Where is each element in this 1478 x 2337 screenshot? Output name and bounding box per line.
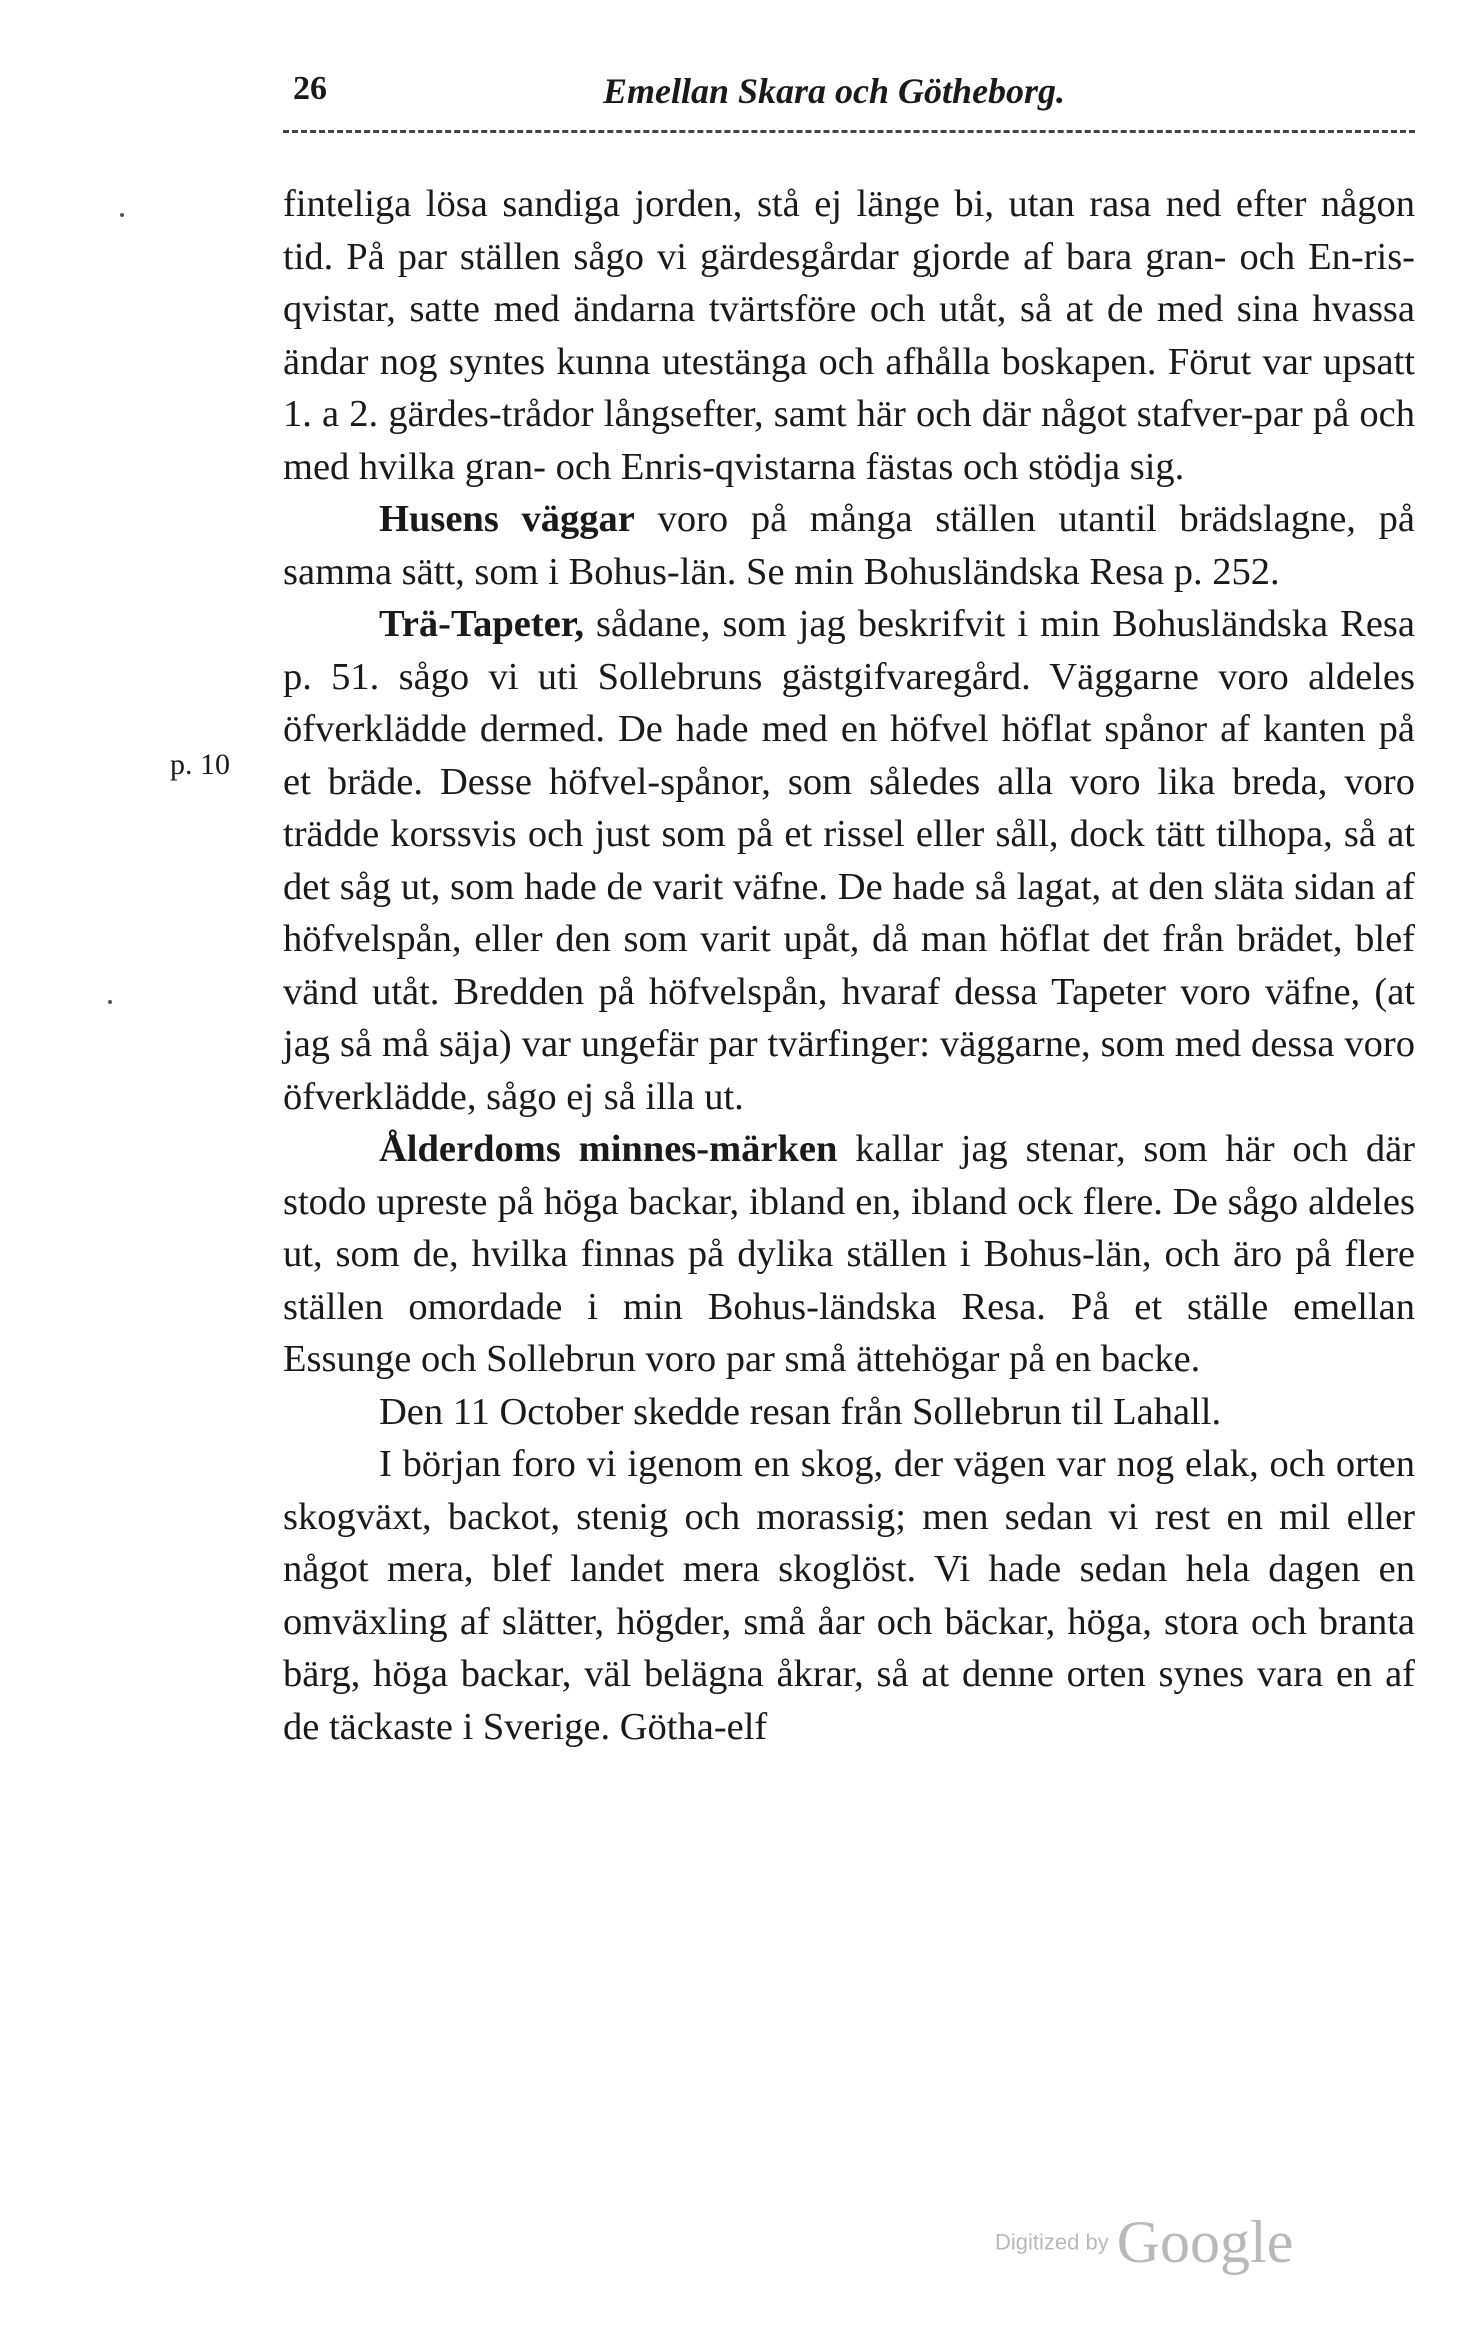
paragraph xyxy=(283,598,1415,1123)
paragraph-text: sådane, som jag beskrifvit i min Bohusländska Resa p. 51. sågo vi uti Sollebruns gästgifvaregård. Väggarne voro aldeles öfverklädde dermed. De hade med en höfvel höflat spånor af kanten på et bräde. Desse höfvel-spånor, som således alla voro lika breda, voro trädde korssvis och just som på et rissel eller såll, dock tätt tilhopa, så at det såg ut, som hade de varit väfne. De hade så lagat, at den släta sidan af höfvelspån, eller den som varit upåt, då man höflat det från brädet, blef vänd utåt. Bredden på höfvelspån, hvaraf dessa Tapeter voro väfne, (at jag så må säja) var ungefär par tvärfinger: väggarne, som med dessa voro öfverklädde, sågo ej så illa ut. xyxy=(283,603,1415,1118)
running-title: Emellan Skara och Götheborg. xyxy=(603,71,1066,111)
page-header xyxy=(283,70,1415,140)
paragraph-heading: Husens väggar xyxy=(379,498,635,540)
paragraph-text: kallar jag stenar, som här och där stodo upreste på höga backar, ibland en, ibland ock flere. De sågo aldeles ut, som de, hvilka finnas på dylika ställen i Bohus-län, och äro på flere ställen omordade i min Bohus-ländska Resa. På et ställe emellan Essunge och Sollebrun voro par små ättehögar på en backe. xyxy=(283,1128,1415,1380)
paragraph-text: Den 11 October skedde resan från Sollebrun til Lahall. xyxy=(379,1390,1222,1433)
stray-mark xyxy=(108,1000,112,1004)
body-text xyxy=(283,178,1415,1753)
page-number: 26 xyxy=(293,70,327,107)
google-logo: Google xyxy=(1116,2209,1294,2275)
paragraph xyxy=(283,1438,1415,1753)
paragraph-heading: Ålderdoms minnes-märken xyxy=(379,1128,838,1170)
paragraph xyxy=(283,178,1415,493)
stray-mark xyxy=(120,213,124,217)
digitized-watermark xyxy=(995,2208,1293,2277)
paragraph xyxy=(283,1123,1415,1386)
paragraph-text: finteliga lösa sandiga jorden, stå ej länge bi, utan rasa ned efter någon tid. På par ställen sågo vi gärdesgårdar gjorde af bara gran- och En-ris-qvistar, satte med ändarna tvärtsföre och utåt, så at de med sina hvassa ändar nog syntes kunna utestänga och afhålla boskapen. Förut var upsatt 1. a 2. gärdes-trådor långsefter, samt här och där något stafver-par på och med hvilka gran- och Enris-qvistarna fästas och stödja sig. xyxy=(283,183,1415,488)
paragraph-text: I början foro vi igenom en skog, der vägen var nog elak, och orten skogväxt, backot, stenig och morassig; men sedan vi rest en mil eller något mera, blef landet mera skoglöst. Vi hade sedan hela dagen en omväxling af slätter, högder, små åar och bäckar, höga, stora och branta bärg, höga backar, väl belägna åkrar, så at denne orten synes vara en af de täckaste i Sverige. Götha-elf xyxy=(283,1443,1415,1748)
header-rule xyxy=(283,130,1415,133)
paragraph xyxy=(283,1386,1415,1439)
paragraph xyxy=(283,493,1415,598)
paragraph-text: voro på många ställen utantil brädslagne, på samma sätt, som i Bohus-län. Se min Bohusländska Resa p. 252. xyxy=(283,498,1415,593)
paragraph-heading: Trä-Tapeter, xyxy=(379,603,584,645)
margin-note: p. 10 xyxy=(170,748,230,781)
watermark-digitized-text: Digitized by xyxy=(995,2229,1109,2255)
